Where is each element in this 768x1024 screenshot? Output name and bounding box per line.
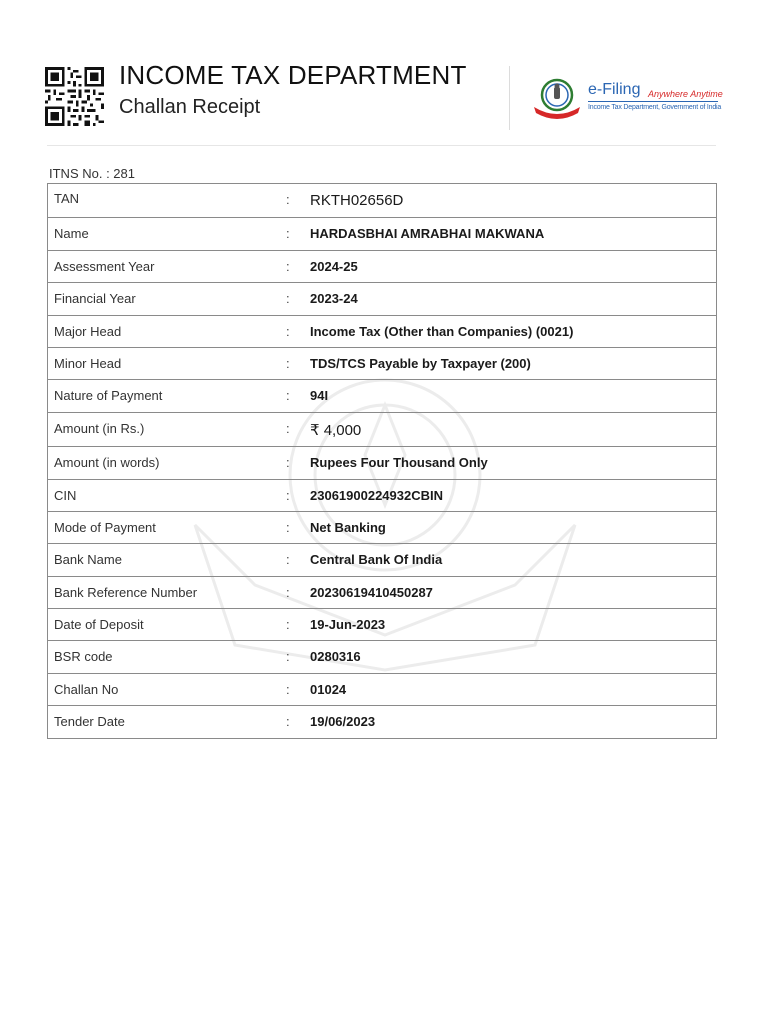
table-row-amount-in-words xyxy=(48,447,716,479)
colon-separator: : xyxy=(286,584,290,600)
table-row-cin xyxy=(48,480,716,512)
colon-separator: : xyxy=(286,714,290,730)
financial-year-label: Financial Year xyxy=(54,291,136,307)
name-value: HARDASBHAI AMRABHAI MAKWANA xyxy=(310,226,545,242)
table-row-minor-head xyxy=(48,348,716,380)
bank-name-value: Central Bank Of India xyxy=(310,552,443,568)
header-rule xyxy=(47,145,716,146)
qr-code xyxy=(43,67,106,126)
colon-separator: : xyxy=(286,420,290,436)
mode-of-payment-label: Mode of Payment xyxy=(54,519,156,535)
major-head-label: Major Head xyxy=(54,323,122,339)
assessment-year-label: Assessment Year xyxy=(54,258,155,274)
efiling-logo xyxy=(530,77,722,121)
colon-separator: : xyxy=(286,455,290,471)
minor-head-label: Minor Head xyxy=(54,355,122,371)
table-row-date-of-deposit xyxy=(48,609,716,641)
amount-label: Amount (in Rs.) xyxy=(54,420,145,436)
logo-tagline: Anywhere Anytime xyxy=(648,89,723,99)
table-row-bsr-code xyxy=(48,641,716,673)
nature-of-payment-value: 94I xyxy=(310,388,329,404)
tender-date-label: Tender Date xyxy=(54,714,125,730)
logo-brand: e-Filing xyxy=(588,81,641,98)
colon-separator: : xyxy=(286,291,290,307)
challan-no-label: Challan No xyxy=(54,681,119,697)
assessment-year-value: 2024-25 xyxy=(310,258,358,274)
colon-separator: : xyxy=(286,388,290,404)
bsr-code-value: 0280316 xyxy=(310,649,361,665)
colon-separator: : xyxy=(286,617,290,633)
table-row-financial-year xyxy=(48,283,716,315)
challan-details-table xyxy=(47,183,717,739)
colon-separator: : xyxy=(286,323,290,339)
itns-number: ITNS No. : 281 xyxy=(49,166,135,181)
table-row-mode-of-payment xyxy=(48,512,716,544)
colon-separator: : xyxy=(286,681,290,697)
tan-label: TAN xyxy=(54,191,80,206)
bank-reference-number-value: 20230619410450287 xyxy=(310,584,433,600)
nature-of-payment-label: Nature of Payment xyxy=(54,388,163,404)
table-row-major-head xyxy=(48,316,716,348)
amount-in-words-value: Rupees Four Thousand Only xyxy=(310,455,488,471)
colon-separator: : xyxy=(286,519,290,535)
table-row-challan-no xyxy=(48,674,716,706)
challan-no-value: 01024 xyxy=(310,681,347,697)
minor-head-value: TDS/TCS Payable by Taxpayer (200) xyxy=(310,355,531,371)
table-row-tender-date xyxy=(48,706,716,738)
page-subtitle: Challan Receipt xyxy=(119,96,261,118)
colon-separator: : xyxy=(286,487,290,503)
name-label: Name xyxy=(54,226,89,242)
colon-separator: : xyxy=(286,258,290,274)
bsr-code-label: BSR code xyxy=(54,649,113,665)
page-title: INCOME TAX DEPARTMENT xyxy=(119,60,467,90)
date-of-deposit-value: 19-Jun-2023 xyxy=(310,617,386,633)
table-row-bank-name xyxy=(48,544,716,576)
table-row-amount xyxy=(48,413,716,447)
amount-value: ₹ 4,000 xyxy=(310,421,362,439)
colon-separator: : xyxy=(286,355,290,371)
date-of-deposit-label: Date of Deposit xyxy=(54,617,144,633)
bank-reference-number-label: Bank Reference Number xyxy=(54,584,198,600)
logo-department: Income Tax Department, Government of India xyxy=(588,104,722,111)
major-head-value: Income Tax (Other than Companies) (0021) xyxy=(310,323,574,339)
tan-value: RKTH02656D xyxy=(310,192,404,209)
amount-in-words-label: Amount (in words) xyxy=(54,455,160,471)
mode-of-payment-value: Net Banking xyxy=(310,519,386,535)
tender-date-value: 19/06/2023 xyxy=(310,714,376,730)
colon-separator: : xyxy=(286,649,290,665)
cin-value: 23061900224932CBIN xyxy=(310,487,443,503)
table-row-assessment-year xyxy=(48,251,716,283)
header-divider xyxy=(509,66,510,130)
table-row-name xyxy=(48,218,716,250)
cin-label: CIN xyxy=(54,487,77,503)
colon-separator: : xyxy=(286,192,290,207)
table-row-tan xyxy=(48,184,716,218)
table-row-bank-reference-number xyxy=(48,577,716,609)
logo-underline xyxy=(588,101,718,102)
colon-separator: : xyxy=(286,226,290,242)
table-row-nature-of-payment xyxy=(48,380,716,412)
financial-year-value: 2023-24 xyxy=(310,291,358,307)
colon-separator: : xyxy=(286,552,290,568)
bank-name-label: Bank Name xyxy=(54,552,122,568)
emblem-icon xyxy=(530,77,584,121)
